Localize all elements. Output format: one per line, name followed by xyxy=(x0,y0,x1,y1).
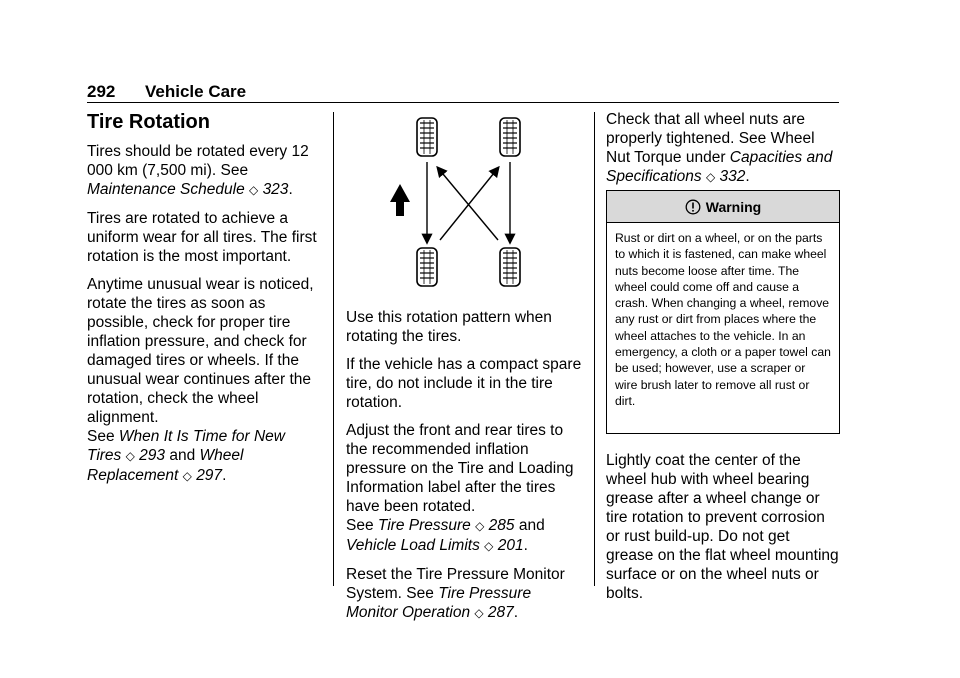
punctuation: . xyxy=(222,467,227,484)
paragraph xyxy=(87,275,323,486)
paragraph-text: Reset the Tire Pressure Monitor System. See xyxy=(346,566,565,602)
punctuation: . xyxy=(288,181,293,198)
page-ref[interactable]: 323 xyxy=(262,181,289,198)
column-3 xyxy=(606,110,840,196)
warning-header xyxy=(607,191,839,223)
tire-icon-rear-right xyxy=(500,248,520,286)
punctuation: . xyxy=(523,537,528,554)
column-3-continued xyxy=(606,451,840,612)
paragraph-text: Tires should be rotated every 12 000 km (7,500 mi). See xyxy=(87,143,309,179)
warning-body: Rust or dirt on a wheel, or on the parts to which it is fastened, can make wheel nuts become loose after time. The wheel could come off and cause a crash. When changing a wheel, remove any rust or dirt from places where the wheel attaches to the vehicle. In an emergency, a cloth or a paper towel can be used; however, use a scraper or wire brush later to remove all rust or dirt. xyxy=(615,231,831,408)
tire-rotation-diagram xyxy=(380,112,540,294)
tire-icon-front-left xyxy=(417,118,437,156)
page-header xyxy=(87,80,839,102)
header-rule xyxy=(87,102,839,103)
paragraph: Use this rotation pattern when rotating the tires. xyxy=(346,309,552,345)
rotation-arrows xyxy=(427,162,510,242)
paragraph xyxy=(346,565,582,623)
link-tire-pressure[interactable]: Tire Pressure xyxy=(377,517,471,534)
warning-box xyxy=(606,190,840,434)
column-divider xyxy=(594,112,595,586)
paragraph-text: and xyxy=(165,447,200,464)
column-2 xyxy=(346,308,582,632)
paragraph xyxy=(346,421,582,556)
page-ref[interactable]: 297 xyxy=(196,467,223,484)
ref-symbol: ◇ xyxy=(705,170,716,184)
page-ref[interactable]: 332 xyxy=(719,168,746,185)
paragraph-text: Anytime unusual wear is noticed, rotate the tires as soon as possible, check for proper tire inflation pressure, and check for damaged tires or wheels. If the unusual wear continues after the rotation, check the wheel alignment. xyxy=(87,276,314,426)
link-maintenance-schedule[interactable]: Maintenance Schedule xyxy=(87,181,245,198)
column-divider xyxy=(333,112,334,586)
warning-icon xyxy=(685,199,701,215)
topic-title: Tire Rotation xyxy=(87,111,210,133)
paragraph: Tires are rotated to achieve a uniform wear for all tires. The first rotation is the most important. xyxy=(87,210,317,265)
page-ref[interactable]: 201 xyxy=(497,537,524,554)
paragraph-text: Check that all wheel nuts are properly tightened. See Wheel Nut Torque under xyxy=(606,111,815,166)
section-title: Vehicle Care xyxy=(145,82,247,101)
tire-icon-rear-left xyxy=(417,248,437,286)
link-tpms-operation[interactable]: Tire Pressure Monitor Operation xyxy=(346,585,532,621)
ref-symbol: ◇ xyxy=(484,539,494,553)
tire-icon-front-right xyxy=(500,118,520,156)
link-wheel-replacement[interactable]: Wheel Replacement xyxy=(87,447,244,484)
forward-arrow-icon xyxy=(390,184,410,216)
ref-symbol: ◇ xyxy=(475,519,485,533)
paragraph-text: and xyxy=(514,517,545,534)
page-ref[interactable]: 285 xyxy=(488,517,515,534)
paragraph xyxy=(606,110,840,187)
ref-symbol: ◇ xyxy=(249,183,259,197)
ref-symbol: ◇ xyxy=(474,606,484,620)
page-ref[interactable]: 287 xyxy=(487,604,514,621)
ref-symbol: ◇ xyxy=(182,469,192,483)
paragraph: If the vehicle has a compact spare tire, do not include it in the tire rotation. xyxy=(346,356,582,411)
link-vehicle-load-limits[interactable]: Vehicle Load Limits xyxy=(346,537,480,554)
punctuation: . xyxy=(513,604,519,621)
warning-title: Warning xyxy=(705,198,762,215)
paragraph: Lightly coat the center of the wheel hub with wheel bearing grease after a wheel change or tire rotation to prevent corrosion or rust build-up. Do not get grease on the flat wheel mounting surface or on the wheel nuts or bolts. xyxy=(606,452,839,602)
paragraph-text: See xyxy=(87,428,119,445)
paragraph-text: See xyxy=(346,517,378,534)
link-capacities-specs[interactable]: Capacities and Specifications xyxy=(606,149,833,185)
page-number: 292 xyxy=(87,82,116,101)
column-1 xyxy=(87,110,323,486)
paragraph xyxy=(87,142,323,200)
punctuation: . xyxy=(745,168,750,185)
paragraph-text: Adjust the front and rear tires to the recommended inflation pressure on the Tire and Loading Information label after the tires have been rotated. xyxy=(346,422,574,515)
page-ref[interactable]: 293 xyxy=(139,447,166,464)
link-new-tires[interactable]: When It Is Time for New Tires xyxy=(87,428,285,464)
ref-symbol: ◇ xyxy=(125,449,135,463)
